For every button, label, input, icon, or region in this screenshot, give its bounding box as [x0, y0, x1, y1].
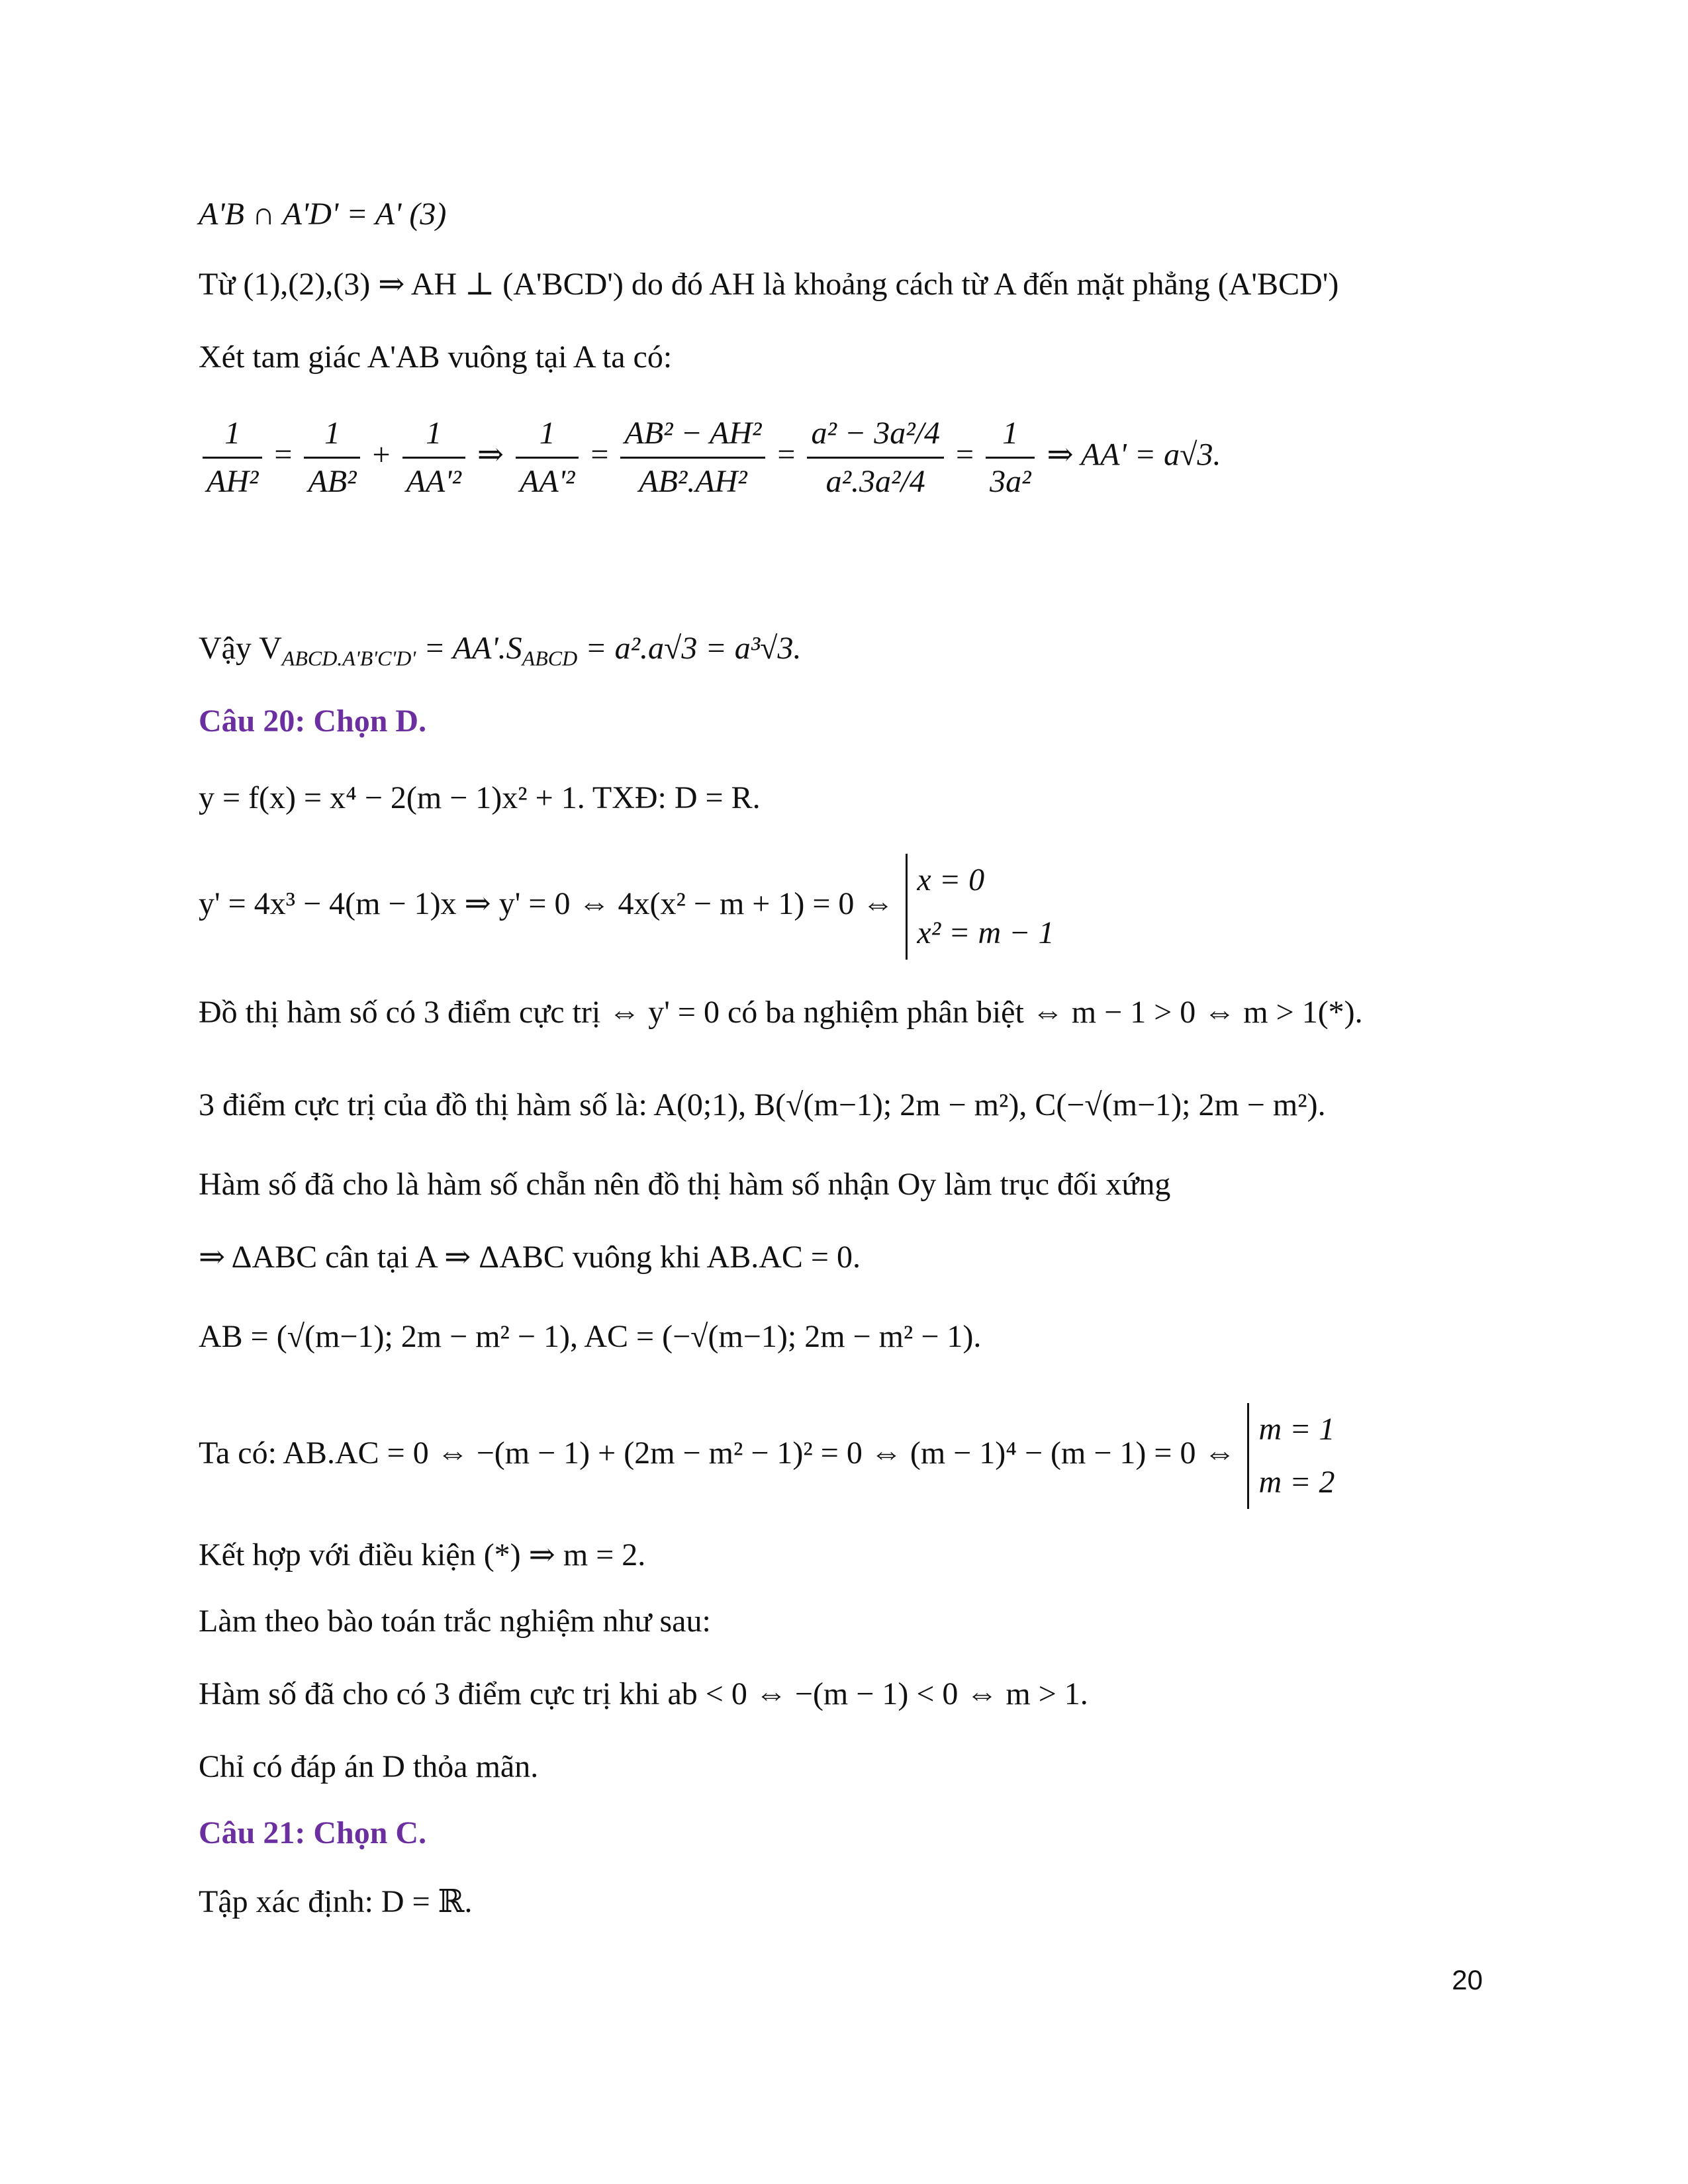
- text-line: Vậy $V_{ABCD.A'B'C'D'} = AA'.S_{ABCD} = a^2.a√3 = a^3√3$.: [199, 631, 802, 670]
- section-heading: Câu 21: Chọn C.: [199, 1815, 427, 1850]
- section-heading: Câu 20: Chọn D.: [199, 704, 427, 739]
- fraction: $\frac{1}{\text{AA'²}}$: [516, 410, 579, 505]
- solution-bracket: x = 0 x² = m − 1: [906, 854, 1054, 960]
- fraction: $\frac{1}{\text{AA'²}}$: [402, 410, 465, 505]
- fraction: $\frac{1}{\text{AB²}}$: [304, 410, 360, 505]
- text-line: Hàm số đã cho là hàm số chẵn nên đồ thị hàm số nhận Oy làm trục đối xứng: [199, 1167, 1171, 1202]
- text-line: Ta có: AB.AC = 0 ⇔ −(m − 1) + (2m − m² − 1)² = 0 ⇔ (m − 1)⁴ − (m − 1) = 0 ⇔ m = 1 m = 2: [199, 1403, 1335, 1509]
- text-line: Từ (1),(2),(3) ⇒ AH ⊥ (A'BCD') do đó AH là khoảng cách từ A đến mặt phẳng (A'BCD'): [199, 267, 1339, 302]
- text-line: Làm theo bào toán trắc nghiệm như sau:: [199, 1604, 711, 1639]
- page-number: 20: [1452, 1964, 1483, 1995]
- equation-row: $\frac{1}{\text{AH²}}$ = $\frac{1}{\text{AB²}}$ + $\frac{1}{\text{AA'²}}$ ⇒ $\frac{1}{\text{AA'²}}$ = $\frac{\text{AB² − AH²}}{\text{AB².AH²}}$ = $\frac{\text{a² − 3a²/4}}{\text{a².3a²/4}}$ = $\frac{1}{\text{3a²}}$ ⇒ AA' = a√3.: [199, 410, 1221, 505]
- text-line: Đồ thị hàm số có 3 điểm cực trị ⇔ y' = 0 có ba nghiệm phân biệt ⇔ m − 1 > 0 ⇔ m > 1(*).: [199, 995, 1363, 1030]
- text-line: ⇒ ΔABC cân tại A ⇒ ΔABC vuông khi AB.AC = 0.: [199, 1240, 861, 1275]
- text-line: y' = 4x³ − 4(m − 1)x ⇒ y' = 0 ⇔ 4x(x² − m + 1) = 0 ⇔ x = 0 x² = m − 1: [199, 854, 1055, 960]
- fraction: $\frac{1}{\text{3a²}}$: [986, 410, 1035, 505]
- text-line: 3 điểm cực trị của đồ thị hàm số là: A(0;1), B(√(m−1); 2m − m²), C(−√(m−1); 2m − m²).: [199, 1087, 1326, 1122]
- text-line: Tập xác định: D = ℝ.: [199, 1884, 473, 1919]
- fraction: $\frac{1}{\text{AH²}}$: [203, 410, 262, 505]
- text-line: AB = (√(m−1); 2m − m² − 1), AC = (−√(m−1); 2m − m² − 1).: [199, 1319, 982, 1354]
- text-line: Xét tam giác A'AB vuông tại A ta có:: [199, 340, 673, 375]
- text-line: Kết hợp với điều kiện (*) ⇒ m = 2.: [199, 1537, 646, 1572]
- fraction: $\frac{\text{a² − 3a²/4}}{\text{a².3a²/4}}$: [807, 410, 944, 505]
- text-line: Hàm số đã cho có 3 điểm cực trị khi ab < 0 ⇔ −(m − 1) < 0 ⇔ m > 1.: [199, 1676, 1088, 1711]
- fraction: $\frac{\text{AB² − AH²}}{\text{AB².AH²}}$: [620, 410, 765, 505]
- text-line: y = f(x) = x⁴ − 2(m − 1)x² + 1. TXĐ: D = R.: [199, 780, 761, 815]
- text-line: Chỉ có đáp án D thỏa mãn.: [199, 1749, 539, 1784]
- text-line: A'B ∩ A'D' = A' (3): [199, 197, 447, 232]
- solution-bracket: m = 1 m = 2: [1247, 1403, 1335, 1509]
